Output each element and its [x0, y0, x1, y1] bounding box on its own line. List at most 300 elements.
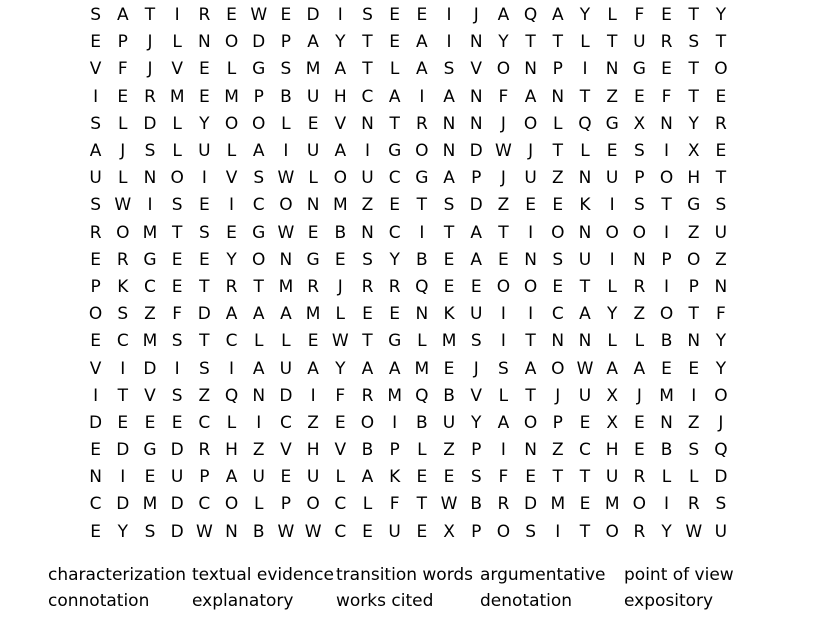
- grid-letter: T: [362, 59, 373, 80]
- grid-letter: W: [250, 5, 268, 26]
- grid-letter: L: [118, 113, 128, 134]
- grid-letter: M: [659, 385, 674, 406]
- grid-row: [82, 165, 736, 192]
- grid-letter: D: [89, 412, 103, 433]
- grid-letter: N: [714, 276, 728, 297]
- grid-letter: D: [143, 358, 157, 379]
- grid-letter: X: [606, 385, 618, 406]
- grid-letter: L: [226, 59, 237, 80]
- grid-letter: Y: [715, 358, 727, 379]
- grid-letter: S: [443, 195, 455, 216]
- grid-letter: T: [579, 521, 591, 542]
- grid-letter: X: [633, 113, 646, 134]
- grid-letter: Z: [144, 304, 156, 325]
- grid-letter: N: [524, 59, 537, 80]
- grid-letter: I: [201, 168, 207, 189]
- grid-letter: L: [118, 168, 128, 189]
- grid-letter: M: [414, 358, 430, 379]
- grid-letter: R: [198, 440, 211, 461]
- grid-letter: L: [389, 59, 400, 80]
- grid-letter: U: [469, 304, 483, 325]
- grid-letter: W: [576, 358, 594, 379]
- grid-letter: N: [415, 304, 429, 325]
- grid-row: [82, 410, 736, 437]
- grid-letter: O: [496, 59, 511, 80]
- grid-letter: E: [307, 113, 319, 134]
- grid-letter: N: [660, 412, 673, 433]
- grid-letter: L: [498, 385, 509, 406]
- grid-letter: T: [416, 195, 428, 216]
- grid-letter: N: [197, 32, 211, 53]
- grid-letter: O: [252, 249, 266, 270]
- grid-letter: R: [116, 249, 129, 270]
- grid-letter: F: [335, 385, 346, 406]
- grid-letter: F: [117, 59, 128, 80]
- grid-letter: W: [331, 331, 349, 352]
- grid-letter: R: [660, 32, 673, 53]
- grid-letter: U: [442, 412, 456, 433]
- grid-letter: C: [89, 494, 102, 515]
- grid-letter: F: [172, 304, 183, 325]
- grid-letter: I: [93, 385, 99, 406]
- grid-letter: M: [305, 59, 321, 80]
- grid-letter: J: [555, 385, 561, 406]
- grid-letter: G: [306, 249, 320, 270]
- grid-letter: O: [523, 412, 538, 433]
- grid-letter: E: [334, 412, 346, 433]
- grid-letter: A: [225, 467, 238, 488]
- grid-letter: G: [252, 59, 266, 80]
- grid-letter: I: [500, 304, 506, 325]
- grid-letter: S: [171, 195, 183, 216]
- grid-letter: I: [419, 222, 425, 243]
- grid-letter: O: [88, 304, 103, 325]
- grid-letter: Z: [497, 195, 510, 216]
- grid-letter: L: [226, 412, 237, 433]
- grid-letter: I: [446, 32, 452, 53]
- letter-grid: [82, 2, 736, 546]
- grid-letter: A: [280, 304, 292, 325]
- grid-letter: O: [252, 113, 266, 134]
- grid-letter: N: [361, 222, 374, 243]
- grid-letter: D: [116, 494, 130, 515]
- grid-letter: R: [225, 276, 238, 297]
- grid-letter: C: [388, 222, 401, 243]
- grid-letter: I: [120, 358, 126, 379]
- grid-letter: O: [632, 222, 647, 243]
- grid-row: [82, 56, 736, 83]
- grid-letter: E: [280, 467, 292, 488]
- grid-letter: C: [252, 195, 265, 216]
- grid-letter: J: [473, 358, 479, 379]
- grid-letter: Z: [198, 385, 211, 406]
- grid-letter: P: [199, 467, 210, 488]
- grid-letter: D: [143, 113, 157, 134]
- grid-letter: D: [306, 5, 320, 26]
- grid-letter: I: [392, 412, 398, 433]
- grid-letter: E: [280, 5, 292, 26]
- grid-letter: G: [143, 440, 157, 461]
- grid-letter: E: [198, 195, 210, 216]
- grid-letter: V: [280, 440, 292, 461]
- grid-letter: M: [332, 195, 348, 216]
- grid-letter: L: [607, 276, 617, 297]
- grid-letter: O: [523, 276, 538, 297]
- grid-letter: R: [89, 222, 102, 243]
- grid-letter: E: [525, 195, 536, 216]
- grid-letter: V: [470, 59, 483, 80]
- grid-letter: A: [225, 304, 238, 325]
- grid-letter: Z: [252, 440, 265, 461]
- grid-letter: D: [170, 494, 184, 515]
- grid-letter: C: [361, 86, 374, 107]
- grid-row: [82, 491, 736, 518]
- word-row: [48, 562, 808, 588]
- grid-row: [82, 519, 736, 546]
- grid-letter: G: [605, 113, 619, 134]
- grid-letter: U: [714, 521, 728, 542]
- grid-letter: M: [142, 222, 158, 243]
- grid-letter: I: [446, 5, 452, 26]
- grid-letter: I: [337, 5, 343, 26]
- grid-letter: N: [551, 331, 565, 352]
- grid-letter: L: [688, 467, 699, 488]
- grid-letter: U: [306, 467, 320, 488]
- grid-letter: E: [307, 331, 319, 352]
- grid-letter: L: [172, 141, 182, 162]
- grid-letter: N: [578, 331, 592, 352]
- grid-letter: T: [579, 86, 591, 107]
- grid-letter: S: [715, 195, 727, 216]
- grid-letter: U: [578, 249, 592, 270]
- grid-letter: Z: [687, 412, 700, 433]
- grid-letter: W: [114, 195, 132, 216]
- grid-letter: E: [579, 412, 591, 433]
- grid-letter: O: [659, 304, 674, 325]
- grid-letter: I: [93, 86, 99, 107]
- grid-letter: C: [388, 168, 401, 189]
- grid-letter: Z: [715, 249, 727, 270]
- grid-letter: O: [551, 358, 565, 379]
- grid-letter: N: [578, 222, 592, 243]
- grid-letter: R: [361, 385, 374, 406]
- grid-letter: C: [198, 412, 211, 433]
- grid-letter: E: [171, 412, 183, 433]
- grid-letter: S: [470, 467, 482, 488]
- grid-letter: M: [169, 86, 185, 107]
- grid-letter: L: [335, 467, 346, 488]
- grid-letter: E: [579, 494, 591, 515]
- grid-letter: E: [416, 5, 428, 26]
- grid-row: [82, 328, 736, 355]
- grid-letter: N: [143, 168, 157, 189]
- grid-letter: T: [688, 5, 699, 26]
- grid-letter: E: [606, 141, 618, 162]
- grid-letter: T: [389, 113, 400, 134]
- grid-letter: S: [362, 5, 373, 26]
- grid-letter: M: [387, 385, 402, 406]
- grid-letter: L: [580, 32, 590, 53]
- grid-letter: A: [361, 467, 374, 488]
- grid-letter: A: [524, 86, 537, 107]
- grid-letter: T: [253, 276, 264, 297]
- grid-letter: Y: [226, 249, 237, 270]
- grid-letter: C: [551, 304, 564, 325]
- grid-letter: T: [525, 331, 536, 352]
- grid-letter: A: [252, 304, 265, 325]
- grid-letter: G: [388, 141, 402, 162]
- grid-letter: P: [661, 249, 672, 270]
- grid-letter: Q: [578, 113, 592, 134]
- grid-letter: A: [252, 358, 265, 379]
- grid-letter: F: [634, 5, 645, 26]
- grid-letter: O: [605, 222, 619, 243]
- grid-letter: E: [117, 412, 129, 433]
- grid-letter: E: [443, 249, 455, 270]
- grid-letter: M: [305, 304, 321, 325]
- grid-letter: I: [174, 5, 180, 26]
- grid-letter: Y: [715, 331, 727, 352]
- grid-row: [82, 29, 736, 56]
- grid-letter: T: [552, 141, 563, 162]
- grid-letter: Y: [715, 5, 727, 26]
- grid-letter: G: [632, 59, 646, 80]
- grid-letter: I: [528, 304, 534, 325]
- grid-row: [82, 192, 736, 219]
- grid-letter: B: [470, 494, 483, 515]
- grid-letter: L: [281, 113, 291, 134]
- grid-letter: U: [388, 521, 401, 542]
- grid-letter: R: [415, 113, 428, 134]
- grid-letter: S: [362, 249, 373, 270]
- grid-letter: H: [687, 168, 701, 189]
- grid-letter: D: [170, 440, 184, 461]
- grid-letter: A: [579, 304, 591, 325]
- grid-letter: R: [307, 276, 319, 297]
- grid-letter: R: [687, 494, 700, 515]
- grid-letter: I: [500, 440, 506, 461]
- grid-letter: V: [470, 385, 483, 406]
- grid-letter: I: [664, 494, 670, 515]
- grid-letter: I: [283, 141, 289, 162]
- grid-row: [82, 437, 736, 464]
- grid-letter: Y: [335, 358, 346, 379]
- grid-letter: R: [633, 276, 646, 297]
- grid-letter: F: [498, 86, 509, 107]
- grid-letter: M: [604, 494, 620, 515]
- grid-row: [82, 111, 736, 138]
- grid-letter: C: [579, 440, 591, 461]
- grid-letter: T: [362, 32, 373, 53]
- grid-letter: K: [443, 304, 455, 325]
- grid-letter: Y: [661, 521, 672, 542]
- grid-letter: P: [117, 32, 128, 53]
- grid-letter: T: [117, 385, 128, 406]
- grid-letter: J: [120, 141, 126, 162]
- grid-letter: E: [389, 195, 401, 216]
- grid-letter: E: [661, 5, 672, 26]
- grid-letter: T: [443, 222, 455, 243]
- grid-letter: M: [441, 331, 457, 352]
- grid-letter: E: [198, 249, 210, 270]
- grid-letter: Y: [606, 304, 618, 325]
- grid-letter: U: [714, 222, 728, 243]
- grid-letter: V: [89, 59, 102, 80]
- grid-letter: G: [143, 249, 157, 270]
- grid-letter: C: [334, 521, 347, 542]
- grid-letter: P: [634, 168, 645, 189]
- grid-row: [82, 464, 736, 491]
- grid-letter: W: [304, 521, 322, 542]
- grid-letter: A: [334, 59, 347, 80]
- grid-letter: T: [688, 59, 699, 80]
- grid-letter: A: [524, 358, 537, 379]
- grid-letter: B: [334, 222, 347, 243]
- grid-letter: E: [389, 304, 401, 325]
- grid-letter: U: [252, 467, 265, 488]
- grid-letter: B: [280, 86, 292, 107]
- grid-letter: N: [605, 59, 619, 80]
- grid-letter: X: [687, 141, 700, 162]
- grid-letter: R: [198, 5, 211, 26]
- grid-letter: E: [334, 249, 346, 270]
- grid-letter: T: [606, 32, 618, 53]
- grid-letter: C: [334, 494, 347, 515]
- grid-letter: E: [661, 59, 672, 80]
- grid-letter: E: [416, 467, 428, 488]
- grid-letter: E: [552, 276, 564, 297]
- grid-letter: V: [144, 385, 156, 406]
- grid-letter: I: [664, 276, 670, 297]
- grid-letter: T: [416, 494, 428, 515]
- grid-letter: O: [496, 521, 511, 542]
- grid-letter: W: [277, 168, 295, 189]
- grid-letter: G: [252, 222, 266, 243]
- grid-letter: N: [469, 32, 483, 53]
- grid-letter: T: [552, 467, 563, 488]
- grid-letter: R: [633, 467, 646, 488]
- grid-letter: F: [661, 86, 672, 107]
- grid-letter: O: [415, 141, 429, 162]
- grid-letter: A: [606, 358, 618, 379]
- grid-letter: J: [636, 385, 642, 406]
- grid-letter: B: [443, 385, 455, 406]
- grid-letter: L: [308, 168, 318, 189]
- grid-letter: S: [633, 195, 645, 216]
- grid-letter: E: [416, 521, 428, 542]
- grid-letter: L: [634, 331, 645, 352]
- grid-letter: J: [528, 141, 534, 162]
- grid-letter: D: [116, 440, 130, 461]
- grid-letter: N: [306, 195, 320, 216]
- grid-letter: G: [388, 331, 402, 352]
- grid-letter: N: [632, 249, 646, 270]
- grid-row: [82, 138, 736, 165]
- grid-letter: V: [334, 440, 347, 461]
- grid-letter: I: [500, 331, 506, 352]
- grid-letter: Z: [633, 304, 646, 325]
- grid-letter: D: [714, 467, 728, 488]
- grid-letter: O: [659, 168, 674, 189]
- grid-letter: T: [362, 331, 373, 352]
- grid-letter: B: [252, 521, 265, 542]
- grid-letter: Z: [687, 222, 700, 243]
- grid-letter: L: [226, 141, 237, 162]
- grid-letter: N: [89, 467, 102, 488]
- word-list-item: point of view: [624, 565, 734, 585]
- grid-letter: E: [171, 249, 183, 270]
- grid-letter: S: [525, 521, 536, 542]
- grid-letter: T: [525, 385, 536, 406]
- grid-letter: Q: [523, 5, 538, 26]
- grid-letter: S: [90, 5, 101, 26]
- word-list-item: explanatory: [192, 591, 294, 611]
- grid-letter: Y: [688, 113, 699, 134]
- grid-letter: B: [660, 331, 673, 352]
- grid-letter: Y: [199, 113, 210, 134]
- grid-letter: I: [664, 222, 670, 243]
- grid-letter: S: [171, 385, 183, 406]
- grid-letter: N: [687, 331, 701, 352]
- grid-letter: P: [471, 168, 482, 189]
- word-list: [48, 562, 808, 614]
- word-list-item: transition words: [336, 565, 474, 585]
- grid-letter: E: [443, 467, 455, 488]
- grid-letter: I: [364, 141, 370, 162]
- grid-letter: T: [715, 168, 727, 189]
- grid-letter: I: [691, 385, 697, 406]
- grid-letter: S: [715, 494, 727, 515]
- grid-letter: L: [417, 440, 427, 461]
- grid-letter: P: [552, 412, 563, 433]
- grid-letter: L: [172, 113, 182, 134]
- grid-letter: E: [443, 276, 455, 297]
- grid-letter: W: [277, 222, 295, 243]
- grid-letter: N: [524, 249, 537, 270]
- grid-letter: P: [280, 494, 292, 515]
- grid-letter: E: [90, 32, 101, 53]
- grid-letter: E: [389, 32, 401, 53]
- grid-letter: D: [197, 304, 211, 325]
- grid-letter: A: [633, 358, 646, 379]
- grid-letter: T: [552, 32, 563, 53]
- grid-letter: Y: [335, 32, 346, 53]
- grid-letter: L: [253, 494, 264, 515]
- grid-letter: N: [551, 86, 565, 107]
- grid-letter: U: [170, 467, 184, 488]
- grid-letter: E: [90, 249, 101, 270]
- grid-letter: U: [279, 358, 293, 379]
- grid-letter: P: [471, 440, 482, 461]
- grid-row: [82, 355, 736, 382]
- grid-letter: W: [195, 521, 213, 542]
- grid-letter: J: [337, 276, 343, 297]
- grid-letter: E: [498, 249, 509, 270]
- grid-letter: J: [147, 32, 153, 53]
- grid-letter: D: [170, 521, 184, 542]
- grid-letter: U: [605, 467, 619, 488]
- grid-letter: S: [198, 358, 210, 379]
- grid-letter: O: [523, 113, 538, 134]
- grid-letter: N: [252, 385, 266, 406]
- grid-letter: D: [524, 494, 538, 515]
- grid-letter: A: [307, 32, 319, 53]
- grid-letter: B: [416, 412, 428, 433]
- grid-letter: E: [552, 195, 564, 216]
- grid-letter: B: [416, 249, 428, 270]
- grid-letter: L: [253, 331, 264, 352]
- grid-row: [82, 247, 736, 274]
